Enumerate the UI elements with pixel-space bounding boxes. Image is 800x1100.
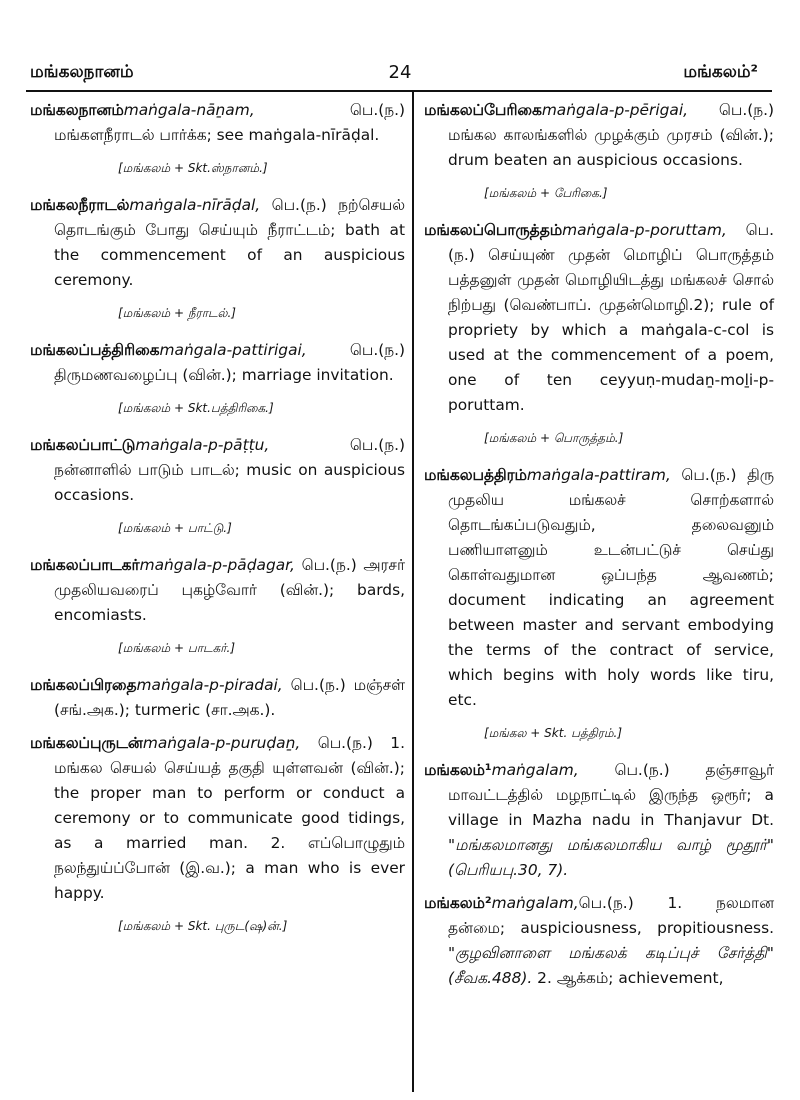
entry-transliteration: maṅgala-nāṉam, [123, 101, 255, 119]
entry-definition: பெ.(ந.) மங்கல காலங்களில் முழக்கும் முரசம் (வின்.); drum beaten an auspicious occasions. [448, 101, 774, 169]
entry-headword: மங்கலநானம் [30, 101, 124, 119]
entry-transliteration: maṅgala-p-piradai, [136, 676, 283, 694]
entry-transliteration: maṅgala-p-pāṭṭu, [135, 436, 270, 454]
dictionary-entry [30, 553, 405, 628]
dictionary-entry [424, 98, 774, 173]
entry-transliteration: maṅgalam, [491, 761, 579, 779]
entry-etymology: [மங்கலம் + Skt.ஸ்நானம்.] [118, 161, 268, 175]
dictionary-entry [424, 891, 774, 991]
entry-headword: மங்கலநீராடல் [30, 196, 130, 214]
dictionary-entry [30, 193, 405, 293]
dictionary-entry [424, 218, 774, 418]
entry-etymology: [மங்கலம் + பாட்டு.] [118, 521, 232, 535]
entry-definition: பெ.(ந.) மங்களநீராடல் பார்க்க; see maṅgala-nīrāḍal. [54, 101, 405, 144]
entry-definition: பெ.(ந.) 1. நலமான தன்மை; auspiciousness, propitiousness. [448, 894, 774, 937]
entry-definition: பெ.(ந.) 1. மங்கல செயல் செய்யத் தகுதி யுள்ளவன் (வின்.); the proper man to perform or conduct a ceremony or to communicate good tidings, as a married man. 2. எப்பொழுதும் நலந்துய்ப்போன் (இ.வ.); a man who is ever happy. [54, 734, 405, 902]
entry-etymology: [மங்கலம் + பொருத்தம்.] [484, 431, 624, 445]
entry-quotation: "மங்கலமானது மங்கலமாகிய வாழ் மூதூர்" (பெரியபு.30, 7). [448, 836, 774, 879]
entry-headword: மங்கலப்பாட்டு [30, 436, 136, 454]
left-column [30, 98, 405, 951]
right-column [424, 98, 774, 999]
entry-transliteration: maṅgala-p-puruḍaṉ, [142, 734, 301, 752]
entry-transliteration: maṅgala-nīrāḍal, [129, 196, 261, 214]
entry-headword: மங்கலப்பாடகர் [30, 556, 140, 574]
entry-headword: மங்கலபத்திரம் [424, 466, 527, 484]
entry-etymology: [மங்கலம் + பேரிகை.] [484, 186, 608, 200]
entry-headword: மங்கலப்பத்திரிகை [30, 341, 160, 359]
entry-definition: பெ.(ந.) செய்யுண் முதன் மொழிப் பொருத்தம் பத்தனுள் முதன் மொழியிடத்து மங்கலச் சொல் நிற்பது (வெண்பாப். முதன்மொழி.2); rule of propriety by which a maṅgala-c-col is used at the commencement of a poem, one of ten ceyyuṇ-mudaṉ-moḻi-p-poruttam. [448, 221, 774, 414]
entry-transliteration: maṅgala-p-poruttam, [562, 221, 727, 239]
entry-transliteration: maṅgala-pattirigai, [159, 341, 307, 359]
entry-definition: பெ.(ந.) மஞ்சள் (சங்.அக.); turmeric (சா.அக.). [54, 676, 405, 719]
dictionary-entry [30, 338, 405, 388]
entry-definition: பெ.(ந.) நற்செயல் தொடங்கும் போது செய்யும் நீராட்டம்; bath at the commencement of an auspicious ceremony. [54, 196, 405, 289]
header-rule [26, 90, 772, 92]
entry-definition: பெ.(ந.) திரு முதலிய மங்கலச் சொற்களால் தொடங்கப்படுவதும், தலைவனும் பணியாளனும் உடன்பட்டுச் செய்து கொள்வதுமான ஒப்பந்த ஆவணம்; document indicating an agreement between master and servant embodying the terms of the contract of service, which begins with holy words like tiru, etc. [448, 466, 774, 709]
entry-transliteration: maṅgala-p-pērigai, [541, 101, 688, 119]
entry-quotation: "குழவினாளை மங்கலக் கடிப்புச் சேர்த்தி" (சீவக.488). [448, 944, 774, 987]
entry-definition: பெ.(ந.) நன்னாளில் பாடும் பாடல்; music on auspicious occasions. [54, 436, 405, 504]
entry-headword: மங்கலப்புருடன் [30, 734, 143, 752]
entry-definition-continued: 2. ஆக்கம்; achievement, [532, 969, 724, 987]
entry-transliteration: maṅgala-pattiram, [526, 466, 671, 484]
entry-etymology: [மங்கல + Skt. பத்திரம்.] [484, 726, 622, 740]
entry-headword: மங்கலம்¹ [424, 761, 492, 779]
entry-transliteration: maṅgala-p-pāḍagar, [139, 556, 295, 574]
dictionary-entry [30, 673, 405, 723]
entry-etymology: [மங்கலம் + நீராடல்.] [118, 306, 236, 320]
dictionary-entry [30, 731, 405, 906]
column-divider [412, 92, 414, 1092]
entry-etymology: [மங்கலம் + Skt.பத்திரிகை.] [118, 401, 274, 415]
entry-headword: மங்கலப்பிரதை [30, 676, 137, 694]
page-number: 24 [388, 62, 412, 83]
dictionary-entry [424, 758, 774, 883]
entry-headword: மங்கலம்² [424, 894, 492, 912]
entry-etymology: [மங்கலம் + பாடகர்.] [118, 641, 236, 655]
entry-etymology: [மங்கலம் + Skt. புருட(ஷ)ன்.] [118, 919, 288, 933]
entry-definition: பெ.(ந.) திருமணவழைப்பு (வின்.); marriage invitation. [54, 341, 405, 384]
running-head-right: மங்கலம்² [683, 62, 758, 82]
entry-definition: பெ.(ந.) தஞ்சாவூர் மாவட்டத்தில் மழநாட்டில் இருந்த ஒரூர்; a village in Mazha nadu in Thanjavur Dt. [448, 761, 774, 829]
dictionary-entry [424, 463, 774, 713]
dictionary-entry [30, 98, 405, 148]
running-head-left: மங்கலநானம் [30, 62, 134, 82]
entry-headword: மங்கலப்பேரிகை [424, 101, 542, 119]
entry-definition: பெ.(ந.) அரசர் முதலியவரைப் புகழ்வோர் (வின்.); bards, encomiasts. [54, 556, 405, 624]
entry-headword: மங்கலப்பொருத்தம் [424, 221, 563, 239]
entry-transliteration: maṅgalam, [491, 894, 579, 912]
dictionary-entry [30, 433, 405, 508]
